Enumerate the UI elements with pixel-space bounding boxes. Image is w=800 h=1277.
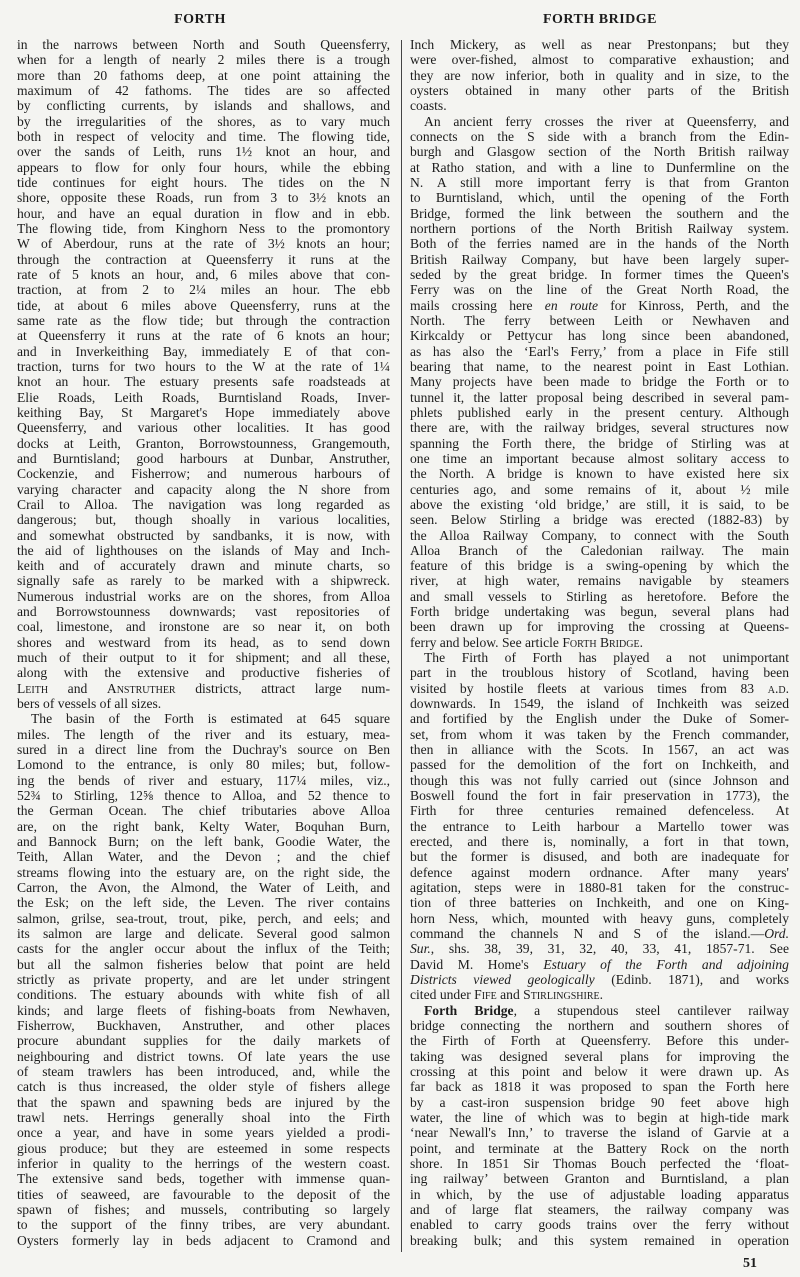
text-line: conditions. The estuary abounds with white fish of all	[17, 987, 390, 1003]
text-line: salmon, grilse, sea-trout, trout, pike, perch, and eels; and	[17, 910, 390, 926]
text-line: and of large flat steamers, the railway company was	[410, 1201, 789, 1217]
text-line: spanning the Forth there, the bridge of Stirling was at	[410, 435, 789, 451]
text-line	[410, 941, 789, 956]
italic-text: Estuary of the Forth and adjoining	[543, 956, 789, 972]
text-line: oysters obtained in many other parts of the British	[410, 82, 789, 98]
text-line: of steam trawlers has been introduced, and, while the	[17, 1063, 390, 1079]
text-line	[410, 957, 789, 972]
text-line: phlets published early in the present century. Although	[410, 404, 789, 420]
text-line: procure abundant supplies for the daily markets of	[17, 1033, 390, 1049]
text-line: by the irregularities of the shores, as to vary much	[17, 113, 390, 129]
text-line: maximum of 42 fathoms. The tides are so affected	[17, 82, 390, 98]
text-line: The flowing tide, from Kinghorn Ness to the promontory	[17, 220, 390, 236]
text-line: once a year, and have in some years yielded a prodi-	[17, 1125, 390, 1141]
text-line: Kirkcaldy or Pettycur has long since been abandoned,	[410, 328, 789, 344]
text-line: northern portions of the North British Railway system.	[410, 220, 789, 236]
text-line: been drawn up for improving the crossing at Queens-	[410, 619, 789, 635]
text-line: to Burntisland, which, until the opening of the Forth	[410, 190, 789, 206]
text-line: kinds; and large fleets of fishing-boats from Newhaven,	[17, 1002, 390, 1018]
text-line: seen. Below Stirling a bridge was erected (1882-83) by	[410, 512, 789, 528]
text-run: .	[639, 634, 643, 650]
text-line: though this was not fully carried out (since Johnson and	[410, 772, 789, 788]
text-line: Bridge, formed the link between the southern and the	[410, 205, 789, 221]
bold-entry-title: Forth Bridge	[424, 1002, 514, 1018]
text-line: shores and westward from its head, as to send down	[17, 634, 390, 650]
column-divider	[401, 40, 402, 1252]
text-line: bridge connecting the northern and southern shores of	[410, 1018, 789, 1033]
text-line: keithing Bay, St Margaret's Hope immediately above	[17, 404, 390, 420]
text-run: , a stupendous steel cantilever railway	[513, 1002, 790, 1018]
text-line: as has also the ‘Earl's Ferry,’ from a place in Fife still	[410, 343, 789, 359]
text-line: strictly as private property, and are let under stringent	[17, 972, 390, 988]
text-line: through the contraction at Queensferry it runs at the	[17, 251, 390, 267]
text-line: in the narrows between North and South Queensferry,	[17, 37, 390, 52]
text-line: part in the troublous history of Scotland, having been	[410, 665, 789, 681]
text-line: its salmon are large and delicate. Several good salmon	[17, 926, 390, 942]
text-line: Queensferry, and various other localities. It has good	[17, 420, 390, 436]
text-line: were over-fished, almost to comparative exhaustion; and	[410, 52, 789, 68]
italic-text: Districts viewed geologically	[410, 972, 595, 988]
text-line: varying character and capacity along the N shore from	[17, 481, 390, 497]
running-header-left: FORTH	[174, 12, 226, 27]
text-line: traction, at from 2 to 2¼ miles an hour. The ebb	[17, 282, 390, 298]
text-line: breaking bulk; and this system remained in operation	[410, 1232, 789, 1248]
small-caps-text: a.d.	[767, 680, 789, 696]
text-line: N. A still more important ferry is that from Granton	[410, 174, 789, 190]
italic-text: en route	[544, 297, 599, 313]
text-line: signally safe as rarely to be marked with a shipwreck.	[17, 573, 390, 589]
text-line	[410, 298, 789, 313]
text-line: and Borrowstounness downwards; vast repositories of	[17, 604, 390, 620]
small-caps-text: Leith	[17, 680, 49, 696]
text-line: Inch Mickery, as well as near Prestonpans; but they	[410, 37, 789, 52]
text-line: and Burntisland; good harbours at Dunbar, Anstruther,	[17, 450, 390, 466]
text-line	[410, 987, 789, 1002]
text-line	[17, 681, 390, 696]
text-line: ing railway’ between Granton and Burntisland, a plan	[410, 1171, 789, 1187]
italic-text: Sur.	[410, 941, 431, 957]
text-run: , shs. 38, 39, 31, 32, 40, 33, 41, 1857-71. See	[430, 941, 789, 957]
text-line: then in alliance with the Scots. In 1567, an act was	[410, 742, 789, 758]
text-run: (Edinb. 1871), and works	[594, 972, 789, 988]
text-line: Both of the ferries named are in the hands of the North	[410, 236, 789, 252]
text-line: to the support of the finny tribes, are very abundant.	[17, 1217, 390, 1233]
text-line: water, the line of which was to begin at high-tide mark	[410, 1109, 789, 1125]
text-line: The extensive sand beds, together with immense quan-	[17, 1171, 390, 1187]
text-line: miles. The length of the river and its estuary, mea-	[17, 726, 390, 742]
text-line: but all the salmon fisheries below that point are held	[17, 956, 390, 972]
text-line: Carron, the Avon, the Almond, the Water of Leith, and	[17, 880, 390, 896]
text-line: along with the extensive and productive fisheries of	[17, 665, 390, 681]
text-line: the entrance to Leith harbour a Martello tower was	[410, 818, 789, 834]
text-line: streams flowing into the estuary are, on the right side, the	[17, 864, 390, 880]
text-line: tide, at about 6 miles above Queensferry, runs at the	[17, 297, 390, 313]
page-number: 51	[743, 1256, 757, 1271]
text-line: enabled to carry goods trains over the ferry without	[410, 1217, 789, 1233]
text-run: and	[496, 987, 524, 1003]
text-line: burgh and Glasgow section of the North British railway	[410, 144, 789, 160]
text-line: coal, limestone, and ironstone are so near it, on both	[17, 619, 390, 635]
text-line: trawl nets. Herrings generally shoal into the Firth	[17, 1109, 390, 1125]
text-line: taking was designed several plans for improving the	[410, 1048, 789, 1064]
text-line: the German Ocean. The chief tributaries above Alloa	[17, 803, 390, 819]
text-column-right	[410, 37, 789, 1248]
text-line	[410, 1003, 789, 1018]
text-line: appears to flow for only four hours, while the ebbing	[17, 159, 390, 175]
text-line: centuries ago, and some remains of it, about ½ mile	[410, 481, 789, 497]
text-line: docks at Leith, Granton, Borrowstounness, Grangemouth,	[17, 435, 390, 451]
small-caps-text: Stirlingshire	[523, 987, 600, 1003]
text-line: coasts.	[410, 98, 447, 114]
italic-text: Ord.	[764, 926, 789, 942]
text-line: The Firth of Forth has played a not unimportant	[424, 650, 789, 666]
text-line: seded by the great bridge. In former times the Queen's	[410, 266, 789, 282]
text-line: but the former is disused, and both are inadequate for	[410, 849, 789, 865]
text-line: neighbouring and district towns. Of late years the use	[17, 1048, 390, 1064]
text-line: river, at high water, remains navigable by steamers	[410, 573, 789, 589]
text-line: gious produce; but they are esteemed in some respects	[17, 1140, 390, 1156]
text-line	[410, 926, 789, 941]
text-line: tities of seaweed, are favourable to the deposit of the	[17, 1186, 390, 1202]
text-line: catch is thus increased, the older style of fishers allege	[17, 1079, 390, 1095]
text-line: ‘near Newall's Inn,’ to traverse the island of Garvie at a	[410, 1125, 789, 1141]
text-line: Many projects have been made to bridge the Forth or to	[410, 374, 789, 390]
text-line: downwards. In 1549, the island of Inchkeith was seized	[410, 696, 789, 712]
text-line: the North. A bridge is known to have existed here six	[410, 466, 789, 482]
text-line: Alloa Branch of the Caledonian railway. The main	[410, 542, 789, 558]
text-line: in which, by the use of adjustable loading apparatus	[410, 1186, 789, 1202]
text-line: they are now inferior, both in quality and in size, to the	[410, 67, 789, 83]
small-caps-text: Anstruther	[106, 680, 176, 696]
text-line: Elie Roads, Leith Roads, Burntisland Roads, Inver-	[17, 389, 390, 405]
text-line: Forth bridge undertaking was begun, several plans had	[410, 604, 789, 620]
text-line: more than 20 fathoms deep, at one point attaining the	[17, 67, 390, 83]
text-line: much of their output to it for shipment; and all these,	[17, 650, 390, 666]
text-line: Crail to Alloa. The navigation was long regarded as	[17, 496, 390, 512]
text-line: hour, and have an equal duration in flow and in ebb.	[17, 205, 390, 221]
small-caps-text: Fife	[474, 987, 497, 1003]
text-line: 52¾ to Stirling, 12⅝ thence to Alloa, and 52 thence to	[17, 788, 390, 804]
text-line: and in Inverkeithing Bay, immediately E of that con-	[17, 343, 390, 359]
text-line: at Queensferry it runs at the rate of 6 knots an hour;	[17, 328, 390, 344]
text-line: one time an important because almost solitary access to	[410, 450, 789, 466]
text-line	[410, 681, 789, 696]
text-line: and somewhat obstructed by sandbanks, it is now, with	[17, 527, 390, 543]
text-column-left	[17, 37, 390, 1248]
text-line: when for a length of nearly 2 miles there is a trough	[17, 52, 390, 68]
text-line: the Esk; on the left side, the Leven. The river contains	[17, 895, 390, 911]
text-line: traction, turns for two hours to the W at the rate of 1¼	[17, 358, 390, 374]
text-run: David M. Home's	[410, 956, 544, 972]
text-line: that the spawn and spawning beds are injured by the	[17, 1094, 390, 1110]
text-run: ferry and below. See article	[410, 634, 563, 650]
text-line: passed for the demolition of the fort on Inchkeith, and	[410, 757, 789, 773]
text-line: and fortified by the English under the Duke of Somer-	[410, 711, 789, 727]
text-line: rate of 5 knots an hour, and, 6 miles above that con-	[17, 266, 390, 282]
text-line: bers of vessels of all sizes.	[17, 696, 162, 712]
text-line: point, and terminate at the Battery Rock on the north	[410, 1140, 789, 1156]
running-header-right: FORTH BRIDGE	[542, 12, 658, 27]
text-line: Ferry was on the line of the Great North Road, the	[410, 282, 789, 298]
text-line: Teith, Allan Water, and the Devon ; and the chief	[17, 849, 390, 865]
text-line: British Railway Company, but have been largely super-	[410, 251, 789, 267]
text-line: inferior in quality to the herrings of the western coast.	[17, 1155, 390, 1171]
text-line: dangerous; but, though shoally in various localities,	[17, 512, 390, 528]
text-run: and	[48, 680, 107, 696]
text-line: connects on the S side with a branch from the Edin-	[410, 128, 789, 144]
text-line: horn Ness, which, mounted with heavy guns, completely	[410, 910, 789, 926]
text-line: An ancient ferry crosses the river at Queensferry, and	[424, 113, 789, 129]
text-line: knot an hour. The estuary presents safe roadsteads at	[17, 374, 390, 390]
text-line: feature of this bridge is a swing-opening by which the	[410, 558, 789, 574]
text-line: shore, opposite these Roads, run from 3 to 3½ knots an	[17, 190, 390, 206]
text-line: the Firth of Forth at Queensferry. Before this under-	[410, 1033, 789, 1049]
text-line: sured in a direct line from the Duchray's source on Ben	[17, 742, 390, 758]
text-run: command the channels N and S of the island.—	[410, 926, 765, 942]
text-line: above the existing ‘old bridge,’ are still, it is said, to be	[410, 496, 789, 512]
text-line: defence against modern ordnance. After many years'	[410, 864, 789, 880]
text-line: by conflicting currents, by islands and shallows, and	[17, 98, 390, 114]
text-line: Cockenzie, and Fisherrow; and numerous harbours of	[17, 466, 390, 482]
text-run: .	[599, 987, 604, 1003]
text-line	[410, 972, 789, 987]
text-line: agitation, steps were in 1880-81 taken for the construc-	[410, 880, 789, 896]
text-run: mails crossing here	[410, 297, 545, 313]
text-run: cited under	[410, 987, 475, 1003]
text-line: far back as 1818 it was proposed to span the Forth here	[410, 1079, 789, 1095]
text-line	[410, 635, 789, 650]
text-run: for Kinross, Perth, and the	[598, 297, 789, 313]
text-line: Firth for three centuries remained defenceless. At	[410, 803, 789, 819]
text-line: The basin of the Forth is estimated at 645 square	[31, 711, 390, 727]
text-line: erected, and there is, nominally, a fort in that town,	[410, 834, 789, 850]
text-line: over the sands of Leith, runs 1½ knot an hour, and	[17, 144, 390, 160]
text-line: the Alloa Railway Company, to connect with the South	[410, 527, 789, 543]
text-line: Lomond to the entrance, is only 80 miles; but, follow-	[17, 757, 390, 773]
text-line: the aid of lighthouses on the islands of May and Inch-	[17, 542, 390, 558]
text-line: are, on the right bank, Kelty Water, Boquhan Burn,	[17, 818, 390, 834]
text-line: tunnel it, the latter proposal being described in several pam-	[410, 389, 789, 405]
text-line: set, from whom it was taken by the French commander,	[410, 726, 789, 742]
small-caps-text: Forth Bridge	[562, 634, 640, 650]
text-line: spawn of fishes; and mussels, contributing so largely	[17, 1201, 390, 1217]
text-line: keith and of accurately drawn and minute charts, so	[17, 558, 390, 574]
text-line: and small vessels to Stirling as heretofore. Before the	[410, 588, 789, 604]
text-line: Fisherrow, Buckhaven, Anstruther, and other places	[17, 1018, 390, 1033]
text-line: ing the bends of river and estuary, 117¼ miles, viz.,	[17, 772, 390, 788]
text-line: Oysters formerly lay in beds adjacent to Cramond and	[17, 1232, 390, 1248]
text-line: crossing at this point and below it were drawn up. As	[410, 1063, 789, 1079]
text-line: tide continues for eight hours. The tides on the N	[17, 174, 390, 190]
text-line: shore. In 1851 Sir Thomas Bouch perfected the ‘float-	[410, 1155, 789, 1171]
text-line: there are, with the railway bridges, several structures now	[410, 420, 789, 436]
text-line: same rate as the flow tide; but through the contraction	[17, 312, 390, 328]
text-line: Numerous industrial works are on the shores, from Alloa	[17, 588, 390, 604]
text-run: visited by hostile fleets at various times from 83	[410, 680, 768, 696]
text-line: tion of three batteries on Inchkeith, and one on King-	[410, 895, 789, 911]
text-line: North. The ferry between Leith or Newhaven and	[410, 312, 789, 328]
text-line: casts for the angler occur about the influx of the Teith;	[17, 941, 390, 957]
text-line: and Bannock Burn; on the left bank, Goodie Water, the	[17, 834, 390, 850]
text-line: bearing that name, to the nearest point in East Lothian.	[410, 358, 789, 374]
text-line: at Ratho station, and with a line to Dunfermline on the	[410, 159, 789, 175]
text-line: W of Aberdour, runs at the rate of 3½ knots an hour;	[17, 236, 390, 252]
text-line: Boswell found the fort in fair preservation in 1773), the	[410, 788, 789, 804]
text-line: both in respect of velocity and time. The flowing tide,	[17, 128, 390, 144]
text-run: districts, attract large num-	[175, 680, 390, 696]
text-line: by a cast-iron suspension bridge 90 feet above high	[410, 1094, 789, 1110]
